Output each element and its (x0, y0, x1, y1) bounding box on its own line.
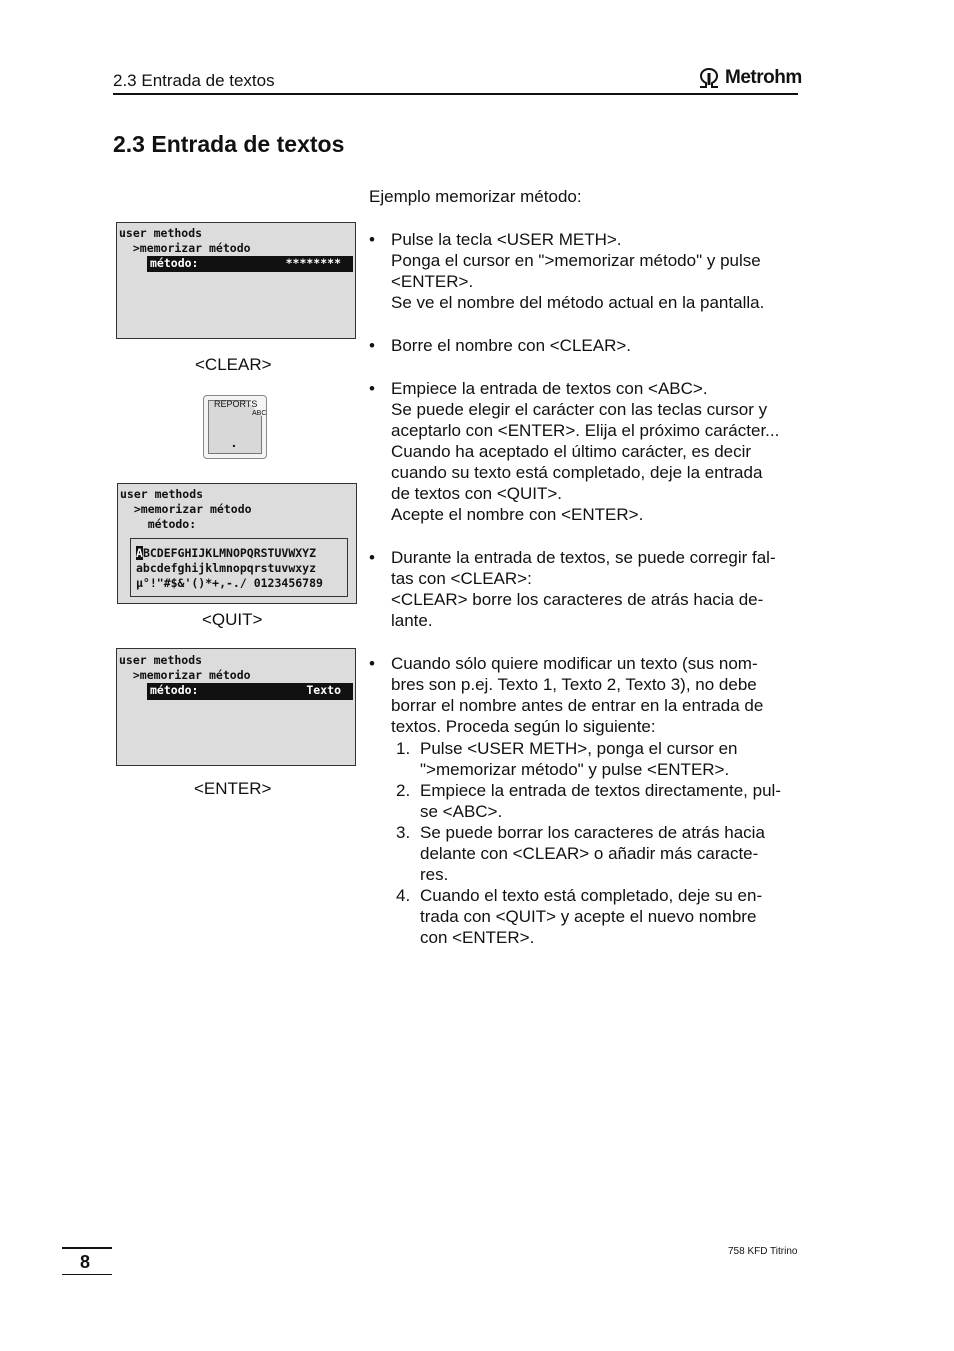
text-line: Empiece la entrada de textos con <ABC>. (391, 379, 708, 398)
metrohm-logo (697, 66, 802, 90)
bullet-marker: • (369, 230, 375, 249)
display-line: método: (120, 517, 197, 531)
header-rule (113, 93, 798, 95)
section-title: 2.3 Entrada de textos (113, 131, 345, 157)
char-row-text: BCDEFGHIJKLMNOPQRSTUVWXYZ (142, 546, 317, 560)
text-line: cuando su texto está completado, deje la entrada (391, 463, 763, 482)
caption-clear: <CLEAR> (195, 355, 272, 374)
display-line: user methods (119, 226, 203, 240)
bullet-marker: • (369, 654, 375, 673)
caption-quit: <QUIT> (202, 610, 263, 629)
text-line: aceptarlo con <ENTER>. Elija el próximo carácter... (391, 421, 780, 440)
text-line: Se puede borrar los caracteres de atrás hacia (420, 823, 765, 842)
text-line: tas con <CLEAR>: (391, 569, 532, 588)
display-screen-3 (116, 648, 356, 766)
omega-logo-icon (697, 67, 721, 89)
highlighted-field (147, 256, 353, 272)
text-line: Se puede elegir el carácter con las teclas cursor y (391, 400, 768, 419)
step-number: 2. (396, 781, 411, 800)
char-cursor: A (136, 546, 143, 560)
text-line: lante. (391, 611, 433, 630)
text-line: trada con <QUIT> y acepte el nuevo nombre (420, 907, 757, 926)
bullet-text (391, 335, 791, 356)
text-line: bres son p.ej. Texto 1, Texto 2, Texto 3), no debe (391, 675, 757, 694)
bullet-marker: • (369, 336, 375, 355)
text-line: Pulse <USER METH>, ponga el cursor en (420, 739, 738, 758)
bullet-text (391, 378, 791, 525)
bullet-text (391, 547, 791, 631)
display-line: >memorizar método (120, 502, 252, 516)
running-header: 2.3 Entrada de textos (113, 71, 275, 90)
field-value: Texto (306, 683, 341, 697)
step-text (420, 885, 762, 948)
text-line: Pulse la tecla <USER METH>. (391, 230, 622, 249)
page-number-rule (62, 1247, 112, 1249)
bullet-text (391, 653, 791, 737)
bullet-marker: • (369, 548, 375, 567)
step-number: 3. (396, 823, 411, 842)
text-line: Cuando sólo quiere modificar un texto (sus nom- (391, 654, 758, 673)
text-line: Durante la entrada de textos, se puede corregir fal- (391, 548, 776, 567)
character-selector (130, 538, 348, 597)
text-line: Cuando ha aceptado el último carácter, es decir (391, 442, 752, 461)
page-number-rule (62, 1274, 112, 1275)
step-text (420, 738, 737, 780)
step-text (420, 822, 765, 885)
step-number: 1. (396, 739, 411, 758)
field-value: ******** (285, 256, 341, 270)
char-row-upper (136, 546, 316, 561)
bullet-marker: • (369, 379, 375, 398)
reports-abc-key (203, 395, 267, 459)
key-sublabel: ABC (252, 410, 267, 417)
key-symbol: . (232, 434, 236, 450)
display-screen-2 (117, 483, 357, 604)
text-line: Acepte el nombre con <ENTER>. (391, 505, 644, 524)
display-line: user methods (120, 487, 204, 501)
text-line: de textos con <QUIT>. (391, 484, 563, 503)
text-line: se <ABC>. (420, 802, 503, 821)
text-line: Ponga el cursor en ">memorizar método" y pulse (391, 251, 761, 270)
display-screen-1 (116, 222, 356, 339)
step-number: 4. (396, 886, 411, 905)
text-line: textos. Proceda según lo siguiente: (391, 717, 656, 736)
text-line: delante con <CLEAR> o añadir más caracte- (420, 844, 759, 863)
text-line: <CLEAR> borre los caracteres de atrás hacia de- (391, 590, 764, 609)
text-line: ">memorizar método" y pulse <ENTER>. (420, 760, 730, 779)
caption-enter: <ENTER> (194, 779, 272, 798)
text-line: Empiece la entrada de textos directamente, pul- (420, 781, 781, 800)
text-line: res. (420, 865, 449, 884)
field-label: método: (150, 256, 199, 270)
display-line: >memorizar método (119, 241, 251, 255)
display-line: >memorizar método (119, 668, 251, 682)
bullet-text (391, 229, 791, 313)
text-line: <ENTER>. (391, 272, 474, 291)
text-line: borrar el nombre antes de entrar en la entrada de (391, 696, 764, 715)
text-line: con <ENTER>. (420, 928, 535, 947)
text-line: Borre el nombre con <CLEAR>. (391, 336, 632, 355)
step-text (420, 780, 781, 822)
page-number: 8 (80, 1252, 91, 1272)
text-line: Se ve el nombre del método actual en la pantalla. (391, 293, 765, 312)
key-label: REPORTS (214, 399, 258, 409)
brand-name: Metrohm (725, 67, 802, 88)
text-line: Cuando el texto está completado, deje su en- (420, 886, 763, 905)
display-line: user methods (119, 653, 203, 667)
char-row-lower: abcdefghijklmnopqrstuvwxyz (136, 561, 317, 575)
highlighted-field (147, 683, 353, 700)
char-row-symbols: µ°!"#$&'()*+,-./ 0123456789 (136, 576, 323, 590)
field-label: método: (150, 683, 199, 697)
footer-product: 758 KFD Titrino (728, 1246, 798, 1257)
intro-text: Ejemplo memorizar método: (369, 187, 582, 206)
